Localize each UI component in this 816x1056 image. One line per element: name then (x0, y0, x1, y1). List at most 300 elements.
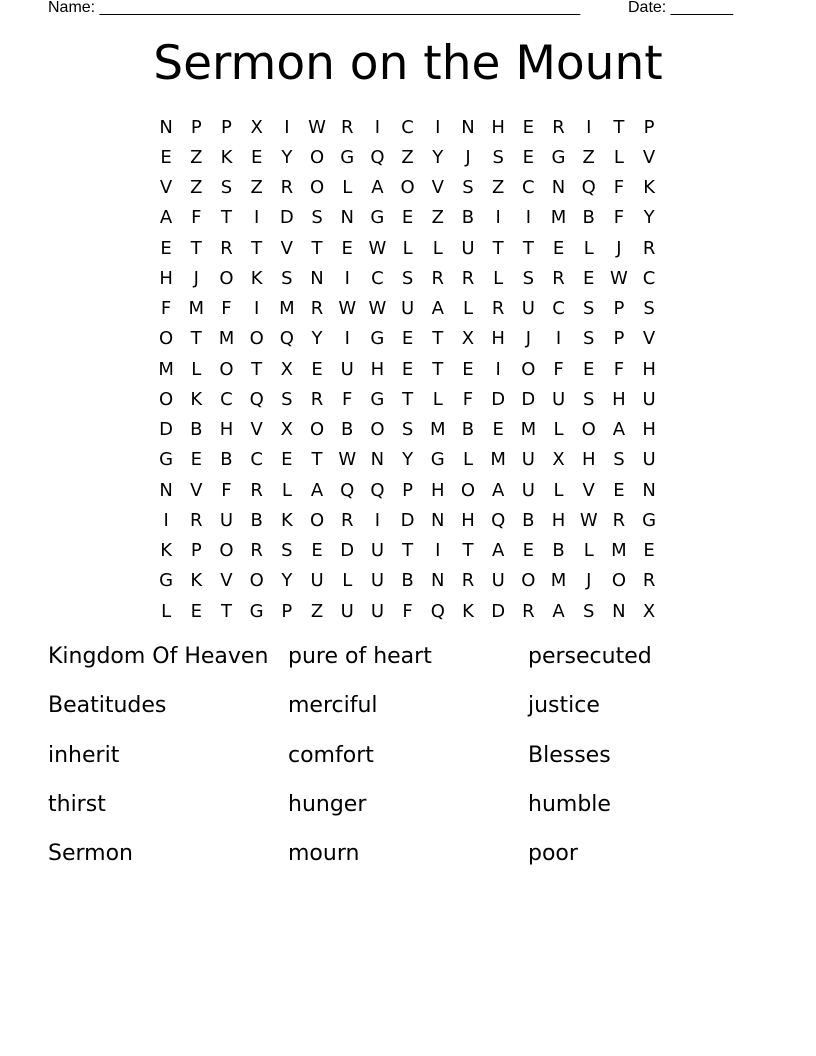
grid-letter: N (461, 116, 475, 138)
grid-letter: Y (643, 207, 655, 229)
grid-letter: I (555, 328, 562, 350)
grid-letter: N (159, 479, 173, 501)
grid-letter: L (583, 540, 594, 562)
grid-letter: S (583, 388, 595, 410)
grid-letter: O (400, 177, 415, 199)
grid-letter: J (465, 146, 471, 168)
grid-letter: V (220, 570, 233, 592)
grid-letter: Z (250, 177, 263, 199)
grid-letter: O (460, 479, 476, 501)
grid-letter: K (250, 267, 263, 289)
grid-letter: V (159, 177, 173, 199)
grid-letter: F (402, 600, 413, 622)
grid-letter: J (525, 328, 531, 350)
word-bank-item: Beatitudes (48, 693, 167, 719)
grid-letter: K (643, 177, 655, 199)
grid-letter: R (250, 479, 263, 501)
grid-letter: Q (370, 146, 385, 168)
grid-letter: E (492, 419, 504, 441)
grid-letter: E (160, 146, 172, 168)
grid-letter: E (281, 449, 293, 471)
grid-letter: L (402, 237, 413, 259)
grid-letter: E (190, 600, 202, 622)
grid-letter: L (432, 237, 443, 259)
grid-letter: L (553, 479, 564, 501)
grid-letter: I (435, 540, 441, 562)
word-bank-item: persecuted (528, 644, 652, 669)
grid-letter: B (552, 540, 565, 562)
grid-letter: N (370, 449, 385, 471)
grid-letter: S (583, 328, 595, 350)
grid-letter: N (551, 177, 566, 199)
grid-letter: K (462, 600, 474, 622)
grid-letter: E (401, 358, 414, 380)
word-bank-item: humble (528, 791, 611, 817)
word-bank-item: comfort (288, 742, 374, 768)
grid-letter: A (612, 419, 626, 441)
grid-letter: U (642, 388, 656, 410)
grid-letter: T (613, 116, 625, 138)
grid-letter: B (220, 449, 233, 471)
word-bank-item: poor (528, 841, 578, 867)
grid-letter: B (341, 419, 354, 441)
grid-letter: U (340, 358, 354, 380)
grid-letter: B (461, 419, 475, 441)
grid-letter: R (220, 237, 233, 259)
grid-letter: V (582, 479, 595, 501)
grid-letter: U (340, 600, 354, 622)
grid-letter: O (159, 388, 174, 410)
grid-letter: X (280, 419, 294, 441)
grid-letter: T (492, 237, 504, 259)
grid-letter: S (281, 267, 293, 289)
grid-letter: E (613, 479, 625, 501)
grid-letter: V (190, 479, 203, 501)
grid-letter: M (158, 358, 174, 380)
grid-letter: F (342, 388, 353, 410)
grid-letter: S (583, 600, 595, 622)
grid-letter: T (432, 358, 444, 380)
grid-letter: Q (279, 328, 294, 350)
grid-letter: I (163, 509, 169, 531)
grid-letter: H (642, 419, 656, 441)
grid-letter: E (401, 207, 414, 229)
grid-letter: Q (581, 177, 596, 199)
grid-letter: L (281, 479, 292, 501)
grid-letter: C (642, 267, 656, 289)
grid-letter: U (219, 509, 234, 531)
grid-letter: H (159, 267, 173, 289)
grid-letter: T (462, 540, 474, 562)
grid-letter: U (310, 570, 324, 592)
grid-letter: H (461, 509, 475, 531)
grid-letter: Z (190, 146, 203, 168)
grid-letter: P (221, 116, 232, 138)
grid-letter: F (221, 298, 232, 320)
name-field[interactable]: Name: ______________________________________________________ (48, 0, 581, 16)
grid-letter: L (342, 570, 353, 592)
grid-letter: R (461, 267, 475, 289)
grid-letter: G (159, 449, 174, 471)
grid-letter: S (281, 388, 293, 410)
grid-letter: B (461, 207, 475, 229)
grid-letter: P (402, 479, 414, 501)
grid-letter: L (432, 388, 443, 410)
grid-letter: W (368, 237, 387, 259)
grid-letter: S (613, 449, 625, 471)
grid-letter: G (430, 449, 445, 471)
grid-letter: H (219, 419, 234, 441)
grid-letter: M (611, 540, 627, 562)
grid-letter: G (249, 600, 264, 622)
grid-letter: W (338, 298, 357, 320)
grid-letter: E (250, 146, 263, 168)
grid-letter: V (250, 419, 263, 441)
word-bank-item: thirst (48, 791, 106, 817)
grid-letter: O (219, 267, 234, 289)
grid-letter: R (612, 509, 626, 531)
grid-letter: I (435, 116, 441, 138)
grid-letter: I (374, 509, 381, 531)
grid-letter: F (553, 358, 564, 380)
grid-letter: C (401, 116, 414, 138)
grid-letter: A (159, 207, 173, 229)
grid-letter: W (368, 298, 387, 320)
grid-letter: R (250, 540, 263, 562)
grid-letter: C (552, 298, 565, 320)
grid-letter: I (495, 358, 501, 380)
grid-letter: Q (491, 509, 506, 531)
grid-letter: U (401, 298, 415, 320)
grid-letter: A (431, 298, 444, 320)
grid-letter: H (370, 358, 385, 380)
grid-letter: F (221, 479, 232, 501)
grid-letter: G (159, 570, 174, 592)
grid-letter: T (190, 328, 202, 350)
grid-letter: E (552, 237, 565, 259)
grid-letter: L (553, 419, 564, 441)
grid-letter: M (430, 419, 446, 441)
grid-letter: O (249, 570, 264, 592)
grid-letter: T (251, 358, 263, 380)
grid-letter: L (191, 358, 202, 380)
grid-letter: O (309, 509, 325, 531)
grid-letter: D (159, 419, 174, 441)
grid-letter: Z (582, 146, 595, 168)
grid-letter: Z (431, 207, 444, 229)
grid-letter: E (311, 358, 323, 380)
grid-letter: H (612, 388, 626, 410)
grid-letter: I (254, 207, 260, 229)
grid-letter: V (642, 146, 656, 168)
grid-letter: O (611, 570, 626, 592)
grid-letter: O (521, 358, 536, 380)
grid-letter: T (402, 540, 414, 562)
grid-letter: S (583, 298, 595, 320)
grid-letter: S (492, 146, 504, 168)
grid-letter: E (311, 540, 323, 562)
grid-letter: L (161, 600, 172, 622)
grid-letter: Z (190, 177, 203, 199)
grid-letter: D (521, 388, 536, 410)
grid-letter: P (643, 116, 655, 138)
grid-letter: M (279, 298, 295, 320)
grid-letter: M (550, 207, 567, 229)
grid-letter: A (491, 540, 505, 562)
grid-letter: W (610, 267, 628, 289)
grid-letter: E (160, 237, 172, 259)
grid-letter: E (643, 540, 655, 562)
grid-letter: W (338, 449, 357, 471)
grid-letter: I (374, 116, 381, 138)
grid-letter: T (311, 449, 323, 471)
grid-letter: Q (430, 600, 445, 622)
grid-letter: K (220, 146, 233, 168)
grid-letter: O (309, 177, 325, 199)
grid-letter: E (341, 237, 353, 259)
grid-letter: R (522, 600, 535, 622)
grid-letter: C (250, 449, 263, 471)
word-bank-item: justice (528, 693, 600, 719)
grid-letter: R (340, 509, 354, 531)
grid-letter: S (401, 267, 414, 289)
grid-letter: S (462, 177, 474, 199)
grid-letter: G (642, 509, 657, 531)
grid-letter: R (461, 570, 475, 592)
grid-letter: U (551, 388, 566, 410)
grid-letter: L (462, 298, 473, 320)
grid-letter: U (370, 540, 384, 562)
grid-letter: D (491, 388, 506, 410)
word-bank-item: Blesses (528, 742, 611, 768)
word-bank-item: mourn (288, 841, 360, 867)
grid-letter: I (344, 328, 350, 350)
grid-letter: U (370, 600, 384, 622)
grid-letter: N (642, 479, 656, 501)
grid-letter: I (586, 116, 592, 138)
grid-letter: F (613, 207, 625, 229)
word-bank-item: pure of heart (288, 644, 432, 669)
grid-letter: V (642, 328, 656, 350)
grid-letter: O (581, 419, 596, 441)
grid-letter: Q (370, 479, 385, 501)
grid-letter: M (550, 570, 567, 592)
grid-letter: T (220, 207, 232, 229)
grid-letter: Y (402, 449, 414, 471)
grid-letter: P (190, 116, 202, 138)
grid-letter: U (521, 449, 535, 471)
grid-letter: L (613, 146, 624, 168)
grid-letter: O (159, 328, 174, 350)
grid-letter: U (461, 237, 475, 259)
grid-letter: H (551, 509, 566, 531)
grid-letter: W (579, 509, 598, 531)
grid-letter: H (491, 328, 505, 350)
grid-letter: R (310, 298, 324, 320)
grid-letter: M (188, 298, 205, 320)
grid-letter: Q (340, 479, 355, 501)
grid-letter: R (552, 116, 565, 138)
grid-letter: B (522, 509, 535, 531)
grid-letter: K (190, 570, 203, 592)
grid-letter: F (613, 358, 625, 380)
grid-letter: K (160, 540, 172, 562)
grid-letter: N (612, 600, 626, 622)
word-bank-item: Kingdom Of Heaven (48, 644, 269, 669)
grid-letter: N (340, 207, 354, 229)
grid-letter: N (310, 267, 324, 289)
grid-letter: S (281, 540, 293, 562)
grid-letter: M (490, 449, 506, 471)
grid-letter: B (250, 509, 263, 531)
grid-letter: I (495, 207, 501, 229)
grid-letter: R (431, 267, 445, 289)
grid-letter: U (491, 570, 505, 592)
grid-letter: K (280, 509, 293, 531)
grid-letter: A (310, 479, 324, 501)
grid-letter: O (219, 540, 234, 562)
date-field[interactable]: Date: _______ (628, 0, 733, 16)
grid-letter: N (431, 570, 445, 592)
grid-letter: X (461, 328, 475, 350)
grid-letter: C (220, 388, 233, 410)
grid-letter: Z (491, 177, 505, 199)
grid-letter: O (370, 419, 385, 441)
grid-letter: G (340, 146, 355, 168)
grid-letter: H (581, 449, 596, 471)
grid-letter: M (218, 328, 235, 350)
grid-letter: T (311, 237, 323, 259)
grid-letter: V (280, 237, 293, 259)
grid-letter: Y (281, 570, 293, 592)
grid-letter: S (522, 267, 535, 289)
grid-letter: E (522, 116, 535, 138)
grid-letter: V (431, 177, 444, 199)
grid-letter: T (402, 388, 414, 410)
grid-letter: E (522, 146, 535, 168)
grid-letter: S (643, 298, 655, 320)
word-bank-item: hunger (288, 791, 367, 817)
grid-letter: F (191, 207, 202, 229)
grid-letter: D (400, 509, 415, 531)
word-bank (48, 642, 768, 888)
grid-letter: E (462, 358, 474, 380)
grid-letter: F (160, 298, 172, 320)
word-bank-item: inherit (48, 742, 120, 768)
grid-letter: Z (401, 146, 414, 168)
grid-letter: X (280, 358, 294, 380)
grid-letter: H (642, 358, 656, 380)
grid-letter: D (491, 600, 506, 622)
grid-letter: O (219, 358, 234, 380)
grid-letter: S (220, 177, 233, 199)
grid-letter: B (190, 419, 203, 441)
grid-letter: T (432, 328, 444, 350)
grid-letter: B (401, 570, 414, 592)
grid-letter: H (491, 116, 505, 138)
grid-letter: T (190, 237, 202, 259)
grid-letter: T (522, 237, 534, 259)
grid-letter: R (642, 237, 656, 259)
grid-letter: A (491, 479, 505, 501)
grid-letter: U (370, 570, 384, 592)
grid-letter: O (309, 419, 325, 441)
grid-letter: W (308, 116, 326, 138)
grid-letter: S (311, 207, 323, 229)
grid-letter: A (552, 600, 565, 622)
grid-letter: X (250, 116, 263, 138)
grid-letter: U (642, 449, 656, 471)
grid-letter: J (616, 237, 622, 259)
grid-letter: B (582, 207, 595, 229)
grid-letter: I (525, 207, 531, 229)
grid-letter: L (462, 449, 473, 471)
grid-letter: E (583, 358, 595, 380)
grid-letter: K (190, 388, 203, 410)
grid-letter: O (309, 146, 325, 168)
letter-grid (151, 112, 664, 626)
grid-letter: Q (249, 388, 264, 410)
page-title: Sermon on the Mount (153, 36, 663, 91)
grid-letter: R (552, 267, 565, 289)
grid-letter: R (310, 388, 324, 410)
grid-letter: T (251, 237, 263, 259)
grid-letter: O (249, 328, 264, 350)
grid-letter: E (190, 449, 202, 471)
grid-letter: P (613, 328, 625, 350)
grid-letter: G (551, 146, 566, 168)
grid-letter: Y (432, 146, 444, 168)
grid-letter: C (522, 177, 535, 199)
grid-letter: X (642, 600, 656, 622)
grid-letter: R (280, 177, 294, 199)
grid-letter: Y (281, 146, 293, 168)
grid-letter: E (522, 540, 535, 562)
grid-letter: P (190, 540, 202, 562)
grid-letter: X (552, 449, 565, 471)
grid-letter: I (284, 116, 290, 138)
grid-letter: F (613, 177, 625, 199)
grid-letter: H (431, 479, 445, 501)
grid-letter: E (583, 267, 595, 289)
grid-letter: D (279, 207, 294, 229)
grid-letter: T (220, 600, 232, 622)
grid-letter: C (371, 267, 384, 289)
grid-letter: S (401, 419, 414, 441)
grid-letter: U (521, 298, 535, 320)
grid-letter: E (401, 328, 414, 350)
grid-letter: R (190, 509, 203, 531)
grid-letter: G (370, 207, 385, 229)
grid-letter: A (371, 177, 384, 199)
grid-letter: R (340, 116, 354, 138)
grid-letter: F (462, 388, 474, 410)
grid-letter: P (613, 298, 625, 320)
grid-letter: N (431, 509, 445, 531)
grid-letter: L (342, 177, 353, 199)
grid-letter: N (159, 116, 173, 138)
word-bank-item: merciful (288, 693, 378, 719)
grid-letter: J (193, 267, 199, 289)
word-bank-item: Sermon (48, 841, 133, 867)
grid-letter: J (586, 570, 592, 592)
grid-letter: Z (310, 600, 324, 622)
grid-letter: O (521, 570, 536, 592)
grid-letter: P (281, 600, 293, 622)
grid-letter: I (254, 298, 260, 320)
grid-letter: R (642, 570, 656, 592)
grid-letter: I (344, 267, 350, 289)
